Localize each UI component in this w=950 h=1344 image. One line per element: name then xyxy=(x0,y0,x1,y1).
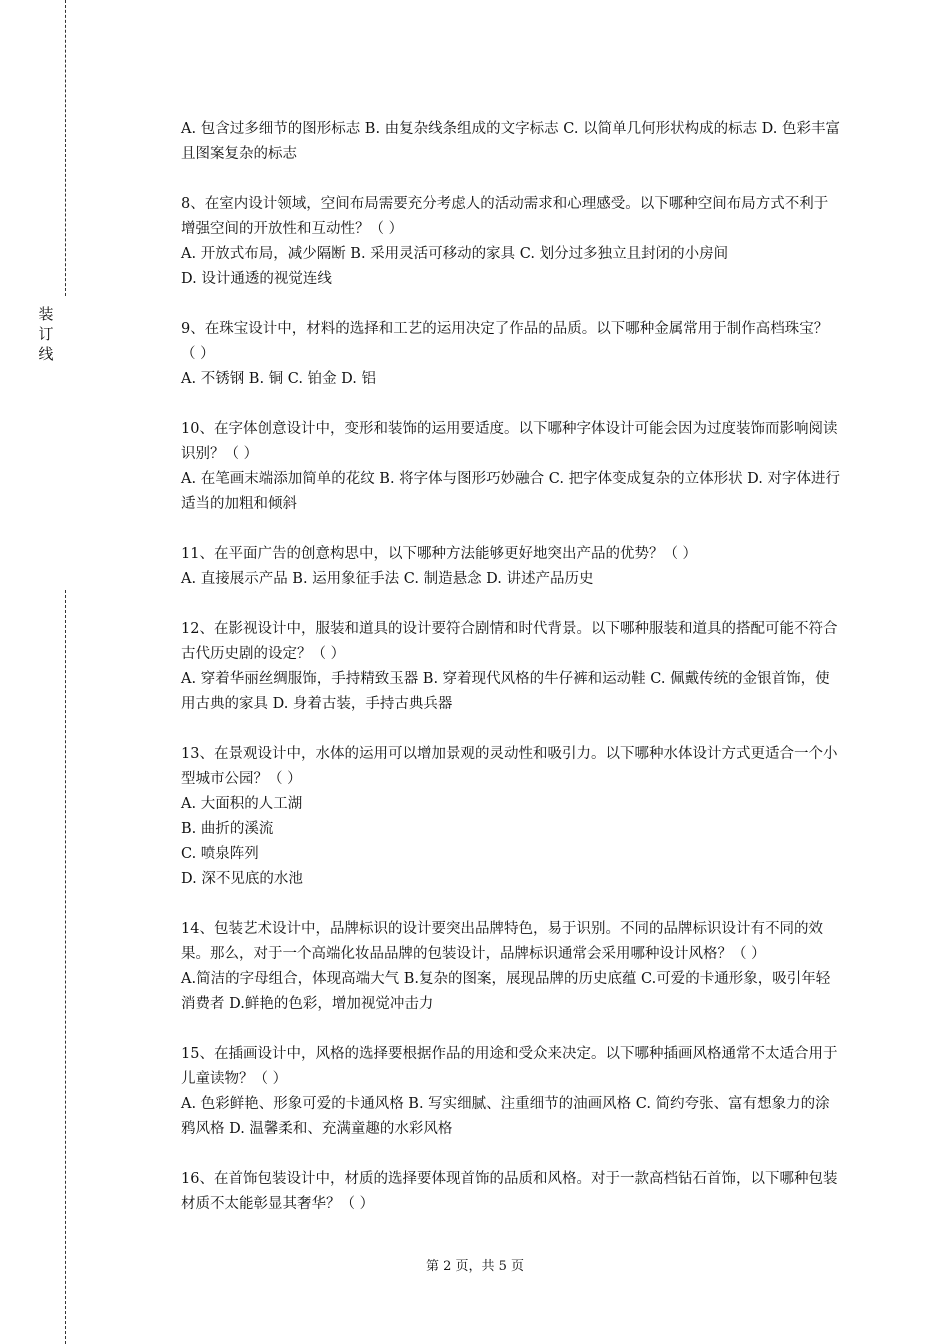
question-options: A. 直接展示产品 B. 运用象征手法 C. 制造悬念 D. 讲述产品历史 xyxy=(181,571,594,587)
question-11 xyxy=(181,542,841,592)
question-option: C. 喷泉阵列 xyxy=(181,846,259,862)
question-options: D. 设计通透的视觉连线 xyxy=(181,271,332,287)
question-stem: 8、在室内设计领域，空间布局需要充分考虑人的活动需求和心理感受。以下哪种空间布局方式不利于增强空间的开放性和互动性？（ ） xyxy=(181,196,829,237)
question-options: A. 开放式布局，减少隔断 B. 采用灵活可移动的家具 C. 划分过多独立且封闭的小房间 xyxy=(181,246,729,262)
binding-char: 装 xyxy=(38,305,54,323)
question-14 xyxy=(181,917,841,1017)
question-option: D. 深不见底的水池 xyxy=(181,871,303,887)
question-options: A. 不锈钢 B. 铜 C. 铂金 D. 铝 xyxy=(181,371,377,387)
question-stem: 10、在字体创意设计中，变形和装饰的运用要适度。以下哪种字体设计可能会因为过度装饰而影响阅读识别？（ ） xyxy=(181,421,838,462)
question-stem: 15、在插画设计中，风格的选择要根据作品的用途和受众来决定。以下哪种插画风格通常不太适合用于儿童读物？（ ） xyxy=(181,1046,838,1087)
question-stem: 9、在珠宝设计中，材料的选择和工艺的运用决定了作品的品质。以下哪种金属常用于制作高档珠宝？（ ） xyxy=(181,321,829,362)
question-10 xyxy=(181,417,841,517)
binding-line-top xyxy=(65,0,66,296)
question-12 xyxy=(181,617,841,717)
binding-char: 线 xyxy=(38,345,54,363)
page-number: 第 2 页，共 5 页 xyxy=(425,1259,525,1274)
question-stem: 16、在首饰包装设计中，材质的选择要体现首饰的品质和风格。对于一款高档钻石首饰，以下哪种包装材质不太能彰显其奢华？（ ） xyxy=(181,1171,838,1212)
question-options: A. 色彩鲜艳、形象可爱的卡通风格 B. 写实细腻、注重细节的油画风格 C. 简约夸张、富有想象力的涂鸦风格 D. 温馨柔和、充满童趣的水彩风格 xyxy=(181,1096,830,1137)
question-option: A. 大面积的人工湖 xyxy=(181,796,303,812)
question-stem: 11、在平面广告的创意构思中，以下哪种方法能够更好地突出产品的优势？（ ） xyxy=(181,546,698,562)
question-options: A. 包含过多细节的图形标志 B. 由复杂线条组成的文字标志 C. 以简单几何形状构成的标志 D. 色彩丰富且图案复杂的标志 xyxy=(181,121,841,162)
question-stem: 12、在影视设计中，服装和道具的设计要符合剧情和时代背景。以下哪种服装和道具的搭配可能不符合古代历史剧的设定？（ ） xyxy=(181,621,838,662)
question-16 xyxy=(181,1167,841,1217)
question-8 xyxy=(181,192,841,292)
question-option: B. 曲折的溪流 xyxy=(181,821,274,837)
question-7-options-continued xyxy=(181,117,841,167)
question-options: A. 在笔画末端添加简单的花纹 B. 将字体与图形巧妙融合 C. 把字体变成复杂的立体形状 D. 对字体进行适当的加粗和倾斜 xyxy=(181,471,841,512)
question-stem: 14、包装艺术设计中，品牌标识的设计要突出品牌特色，易于识别。不同的品牌标识设计有不同的效果。那么，对于一个高端化妆品品牌的包装设计，品牌标识通常会采用哪种设计风格？（ ） xyxy=(181,921,823,962)
question-options: A.简洁的字母组合，体现高端大气 B.复杂的图案，展现品牌的历史底蕴 C.可爱的卡通形象，吸引年轻消费者 D.鲜艳的色彩，增加视觉冲击力 xyxy=(181,971,831,1012)
question-list xyxy=(181,117,841,1242)
question-15 xyxy=(181,1042,841,1142)
question-9 xyxy=(181,317,841,392)
question-options: A. 穿着华丽丝绸服饰，手持精致玉器 B. 穿着现代风格的牛仔裤和运动鞋 C. 佩戴传统的金银首饰，使用古典的家具 D. 身着古装，手持古典兵器 xyxy=(181,671,830,712)
binding-label xyxy=(36,304,56,364)
binding-line-bottom xyxy=(65,590,66,1344)
binding-char: 订 xyxy=(38,325,54,343)
question-13 xyxy=(181,742,841,892)
question-stem: 13、在景观设计中，水体的运用可以增加景观的灵动性和吸引力。以下哪种水体设计方式更适合一个小型城市公园？（ ） xyxy=(181,746,838,787)
